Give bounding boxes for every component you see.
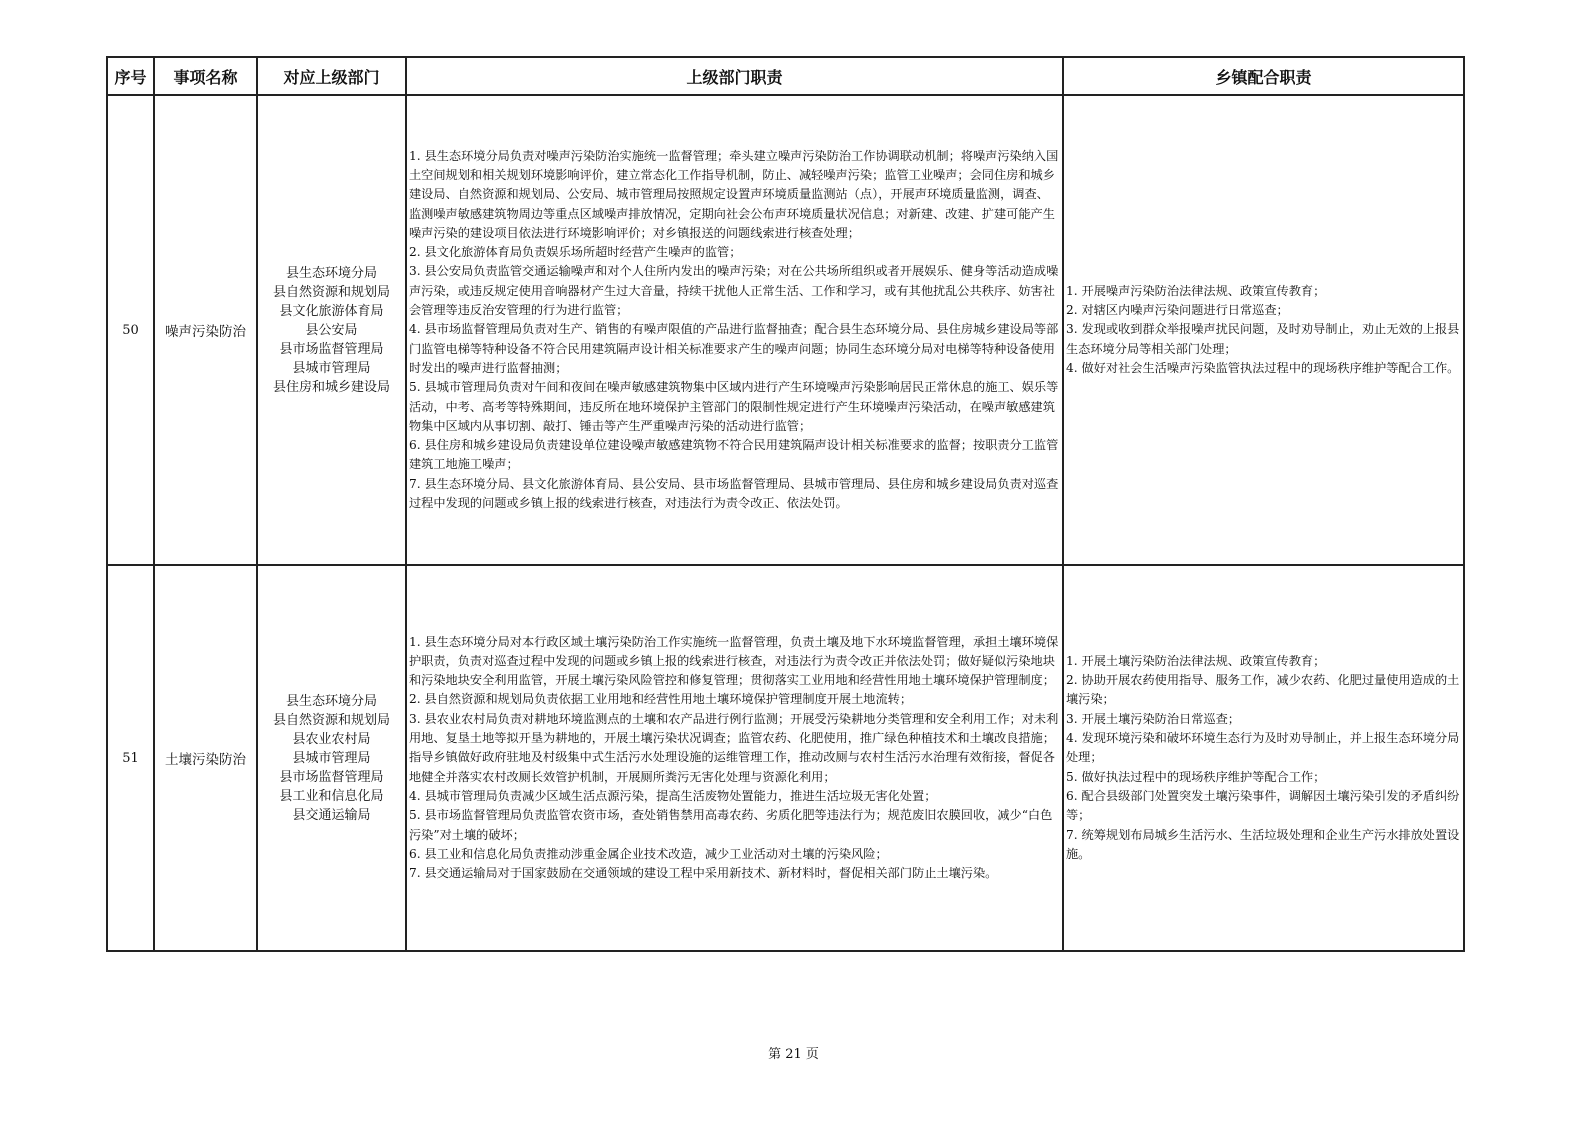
town-duty-item: 4. 做好对社会生活噪声污染监管执法过程中的现场秩序维护等配合工作。 bbox=[1066, 360, 1460, 375]
responsibility-table bbox=[106, 56, 1465, 952]
duty-item: 7. 县生态环境分局、县文化旅游体育局、县公安局、县市场监督管理局、县城市管理局、县住房和城乡建设局负责对巡查过程中发现的问题或乡镇上报的线索进行核查，对违法行为责令改正、依法处罚。 bbox=[409, 476, 1059, 511]
row-department-duties bbox=[406, 95, 1063, 565]
duty-item: 6. 县住房和城乡建设局负责建设单位建设噪声敏感建筑物不符合民用建筑隔声设计相关标准要求的监督；按职责分工监管建筑工地施工噪声； bbox=[409, 438, 1059, 472]
department-name: 县生态环境分局 bbox=[285, 265, 377, 281]
row-department-list bbox=[257, 565, 406, 951]
department-name: 县城市管理局 bbox=[292, 360, 371, 376]
department-name: 县生态环境分局 bbox=[285, 693, 377, 709]
row-item-name: 土壤污染防治 bbox=[154, 565, 257, 951]
header-serial-number: 序号 bbox=[107, 57, 154, 95]
duty-item: 3. 县公安局负责监管交通运输噪声和对个人住所内发出的噪声污染；对在公共场所组织或者开展娱乐、健身等活动造成噪声污染，或违反规定使用音响器材产生过大音量，持续干扰他人正常生活、工作和学习，或有其他扰乱公共秩序、妨害社会管理等违反治安管理的行为进行监管； bbox=[409, 264, 1059, 318]
department-name: 县农业农村局 bbox=[292, 731, 371, 747]
town-duty-item: 3. 开展土壤污染防治日常巡查； bbox=[1066, 711, 1240, 726]
duty-item: 5. 县市场监督管理局负责监管农资市场，查处销售禁用高毒农药、劣质化肥等违法行为；规范废旧农膜回收，减少“白色污染”对土壤的破坏； bbox=[409, 808, 1053, 842]
row-serial-number: 51 bbox=[107, 565, 154, 951]
duty-item: 6. 县工业和信息化局负责推动涉重金属企业技术改造，减少工业活动对土壤的污染风险； bbox=[409, 846, 888, 861]
header-superior-department: 对应上级部门 bbox=[257, 57, 406, 95]
department-name: 县市场监督管理局 bbox=[279, 769, 384, 785]
duty-item: 1. 县生态环境分局对本行政区域土壤污染防治工作实施统一监督管理，负责土壤及地下水环境监督管理，承担土壤环境保护职责，负责对巡查过程中发现的问题或乡镇上报的线索进行核查，对违法行为责令改正并依法处罚；做好疑似污染地块和污染地块安全利用监管，开展土壤污染风险管控和修复管理；贯彻落实工业用地和经营性用地土壤环境保护管理制度； bbox=[409, 634, 1059, 688]
duty-item: 2. 县文化旅游体育局负责娱乐场所超时经营产生噪声的监管； bbox=[409, 245, 742, 260]
town-duty-item: 3. 发现或收到群众举报噪声扰民问题，及时劝导制止，劝止无效的上报县生态环境分局等相关部门处理； bbox=[1066, 322, 1460, 356]
table-header-row bbox=[107, 57, 1464, 95]
header-item-name: 事项名称 bbox=[154, 57, 257, 95]
table-row bbox=[107, 565, 1464, 951]
duty-item: 1. 县生态环境分局负责对噪声污染防治实施统一监督管理；牵头建立噪声污染防治工作协调联动机制；将噪声污染纳入国土空间规划和相关规划环境影响评价，建立常态化工作指导机制，防止、减轻噪声污染；监管工业噪声；会同住房和城乡建设局、自然资源和规划局、公安局、城市管理局按照规定设置声环境质量监测站（点），开展声环境质量监测，调查、监测噪声敏感建筑物周边等重点区域噪声排放情况，定期向社会公布声环境质量状况信息；对新建、改建、扩建可能产生噪声污染的建设项目依法进行环境影响评价；对乡镇报送的问题线索进行核查处理； bbox=[409, 148, 1059, 240]
duty-item: 5. 县城市管理局负责对午间和夜间在噪声敏感建筑物集中区域内进行产生环境噪声污染影响居民正常休息的施工、娱乐等活动，中考、高考等特殊期间，违反所在地环境保护主管部门的限制性规定进行产生环境噪声污染活动，在噪声敏感建筑物集中区域内从事切割、敲打、锤击等产生严重噪声污染的活动进行监管； bbox=[409, 380, 1059, 433]
duty-item: 2. 县自然资源和规划局负责依据工业用地和经营性用地土壤环境保护管理制度开展土地流转； bbox=[409, 692, 913, 707]
row-item-name: 噪声污染防治 bbox=[154, 95, 257, 565]
row-department-duties bbox=[406, 565, 1063, 951]
row-township-duties bbox=[1063, 95, 1464, 565]
town-duty-item: 5. 做好执法过程中的现场秩序维护等配合工作； bbox=[1066, 769, 1326, 784]
department-name: 县交通运输局 bbox=[292, 807, 371, 823]
town-duty-item: 2. 对辖区内噪声污染问题进行日常巡查； bbox=[1066, 303, 1289, 318]
header-township-duties: 乡镇配合职责 bbox=[1063, 57, 1464, 95]
town-duty-item: 4. 发现环境污染和破坏环境生态行为及时劝导制止，并上报生态环境分局处理； bbox=[1066, 731, 1460, 765]
town-duty-item: 6. 配合县级部门处置突发土壤污染事件，调解因土壤污染引发的矛盾纠纷等； bbox=[1066, 788, 1460, 823]
department-name: 县住房和城乡建设局 bbox=[272, 379, 390, 395]
row-serial-number: 50 bbox=[107, 95, 154, 565]
row-department-list bbox=[257, 95, 406, 565]
town-duty-item: 1. 开展土壤污染防治法律法规、政策宣传教育； bbox=[1066, 653, 1326, 668]
department-name: 县公安局 bbox=[305, 322, 358, 338]
department-name: 县城市管理局 bbox=[292, 750, 371, 766]
header-department-duties: 上级部门职责 bbox=[406, 57, 1063, 95]
duty-item: 3. 县农业农村局负责对耕地环境监测点的土壤和农产品进行例行监测；开展受污染耕地分类管理和安全利用工作；对未利用地、复垦土地等拟开垦为耕地的，开展土壤污染状况调查；监管农药、化肥使用，推广绿色种植技术和土壤改良措施；指导乡镇做好政府驻地及村级集中式生活污水处理设施的运维管理工作，推动改厕与农村生活污水治理有效衔接，督促各地健全并落实农村改厕长效管护机制，开展厕所粪污无害化处理与资源化利用； bbox=[409, 711, 1059, 784]
table-row bbox=[107, 95, 1464, 565]
department-name: 县市场监督管理局 bbox=[279, 341, 384, 357]
department-name: 县自然资源和规划局 bbox=[272, 712, 390, 728]
duty-item: 7. 县交通运输局对于国家鼓励在交通领域的建设工程中采用新技术、新材料时，督促相关部门防止土壤污染。 bbox=[409, 866, 998, 881]
row-township-duties bbox=[1063, 565, 1464, 951]
town-duty-item: 7. 统筹规划布局城乡生活污水、生活垃圾处理和企业生产污水排放处置设施。 bbox=[1066, 827, 1460, 861]
department-name: 县文化旅游体育局 bbox=[279, 303, 384, 319]
town-duty-item: 1. 开展噪声污染防治法律法规、政策宣传教育； bbox=[1066, 283, 1326, 298]
page-number: 第 21 页 bbox=[768, 1047, 819, 1062]
duty-item: 4. 县市场监督管理局负责对生产、销售的有噪声限值的产品进行监督抽查；配合县生态环境分局、县住房城乡建设局等部门监管电梯等特种设备不符合民用建筑隔声设计相关标准要求产生的噪声问题；协同生态环境分局对电梯等特种设备使用时发出的噪声进行监督抽测； bbox=[409, 322, 1059, 375]
department-name: 县工业和信息化局 bbox=[279, 788, 384, 804]
department-name: 县自然资源和规划局 bbox=[272, 284, 390, 300]
duty-item: 4. 县城市管理局负责减少区域生活点源污染，提高生活废物处置能力，推进生活垃圾无害化处置； bbox=[409, 788, 937, 803]
town-duty-item: 2. 协助开展农药使用指导、服务工作，减少农药、化肥过量使用造成的土壤污染； bbox=[1066, 673, 1460, 707]
